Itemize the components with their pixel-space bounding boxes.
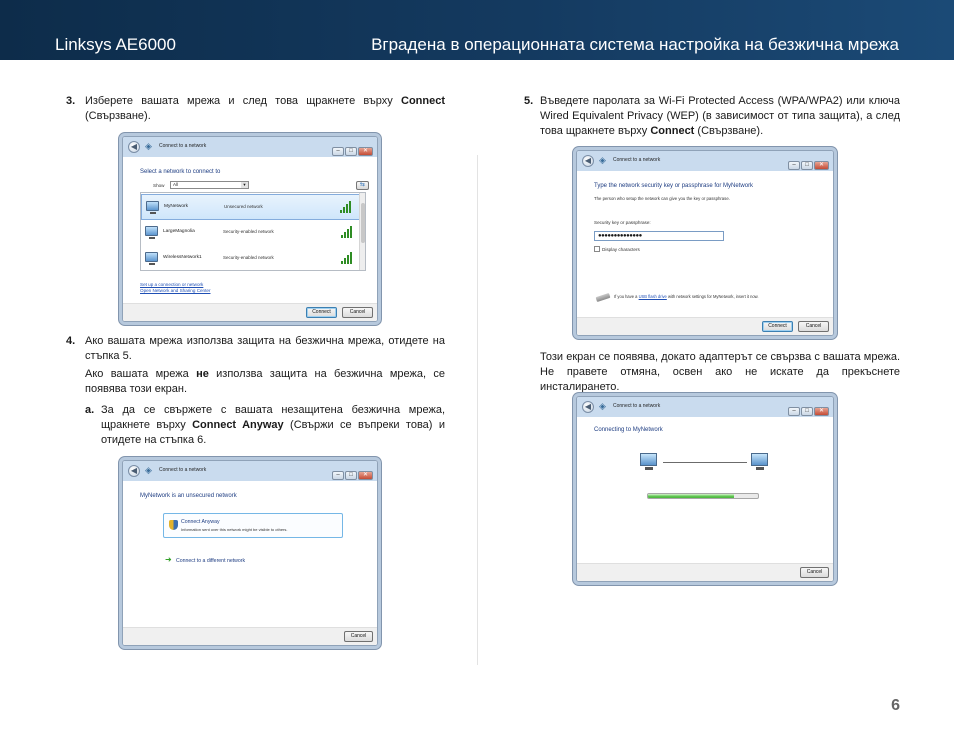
back-arrow-icon[interactable]: ◀ [582,401,594,413]
show-value: All [173,182,179,187]
show-label: Show [153,183,165,188]
key-description: The person who setup the network can give you the key or passphrase. [594,196,730,201]
network-row-mynetwork[interactable] [141,194,360,220]
step-4-p2-pre: Ако вашата мрежа [85,368,197,380]
computer-icon [145,226,158,236]
window-title: Connect to a network [613,157,661,163]
network-icon: ◈ [599,401,606,411]
step-5-text [540,94,900,139]
display-characters-checkbox[interactable] [594,246,600,252]
network-icon: ◈ [599,155,606,165]
step-5-number: 5. [524,95,534,107]
connecting-window [576,396,834,582]
step-3-text [85,94,445,124]
title-bar [577,397,833,417]
close-icon[interactable]: ✕ [358,471,373,480]
step-4-paragraph-2 [85,367,445,397]
network-security: Security-enabled network [223,229,274,234]
maximize-icon[interactable]: □ [345,471,357,480]
minimize-icon[interactable]: – [332,471,344,480]
dialog-heading: Type the network security key or passphrase for MyNetwork [594,183,754,189]
refresh-icon: ⇆ [359,182,366,188]
dialog-heading: Select a network to connect to [140,169,221,175]
network-icon: ◈ [145,465,152,475]
step-3-text-pre: Изберете вашата мрежа и след това щракнете върху [85,95,401,107]
connect-button[interactable]: Connect [762,321,793,332]
column-divider [477,155,478,665]
connect-anyway-option[interactable] [163,513,343,538]
select-network-window [122,136,378,322]
network-list [140,192,366,271]
network-security: Unsecured network [224,204,263,209]
step-4-number: 4. [66,335,76,347]
title-bar [577,151,833,171]
connect-button[interactable]: Connect [306,307,337,318]
close-icon[interactable]: ✕ [814,161,829,170]
step-3-text-post: (Свързване). [85,110,151,122]
cancel-button[interactable]: Cancel [800,567,829,578]
maximize-icon[interactable]: □ [801,407,813,416]
close-icon[interactable]: ✕ [814,407,829,416]
connecting-note: Този екран се появява, докато адаптерът се свързва с вашата мрежа. Не правете отмяна, освен ако не искате да прекъснете инсталирането. [540,351,900,393]
step-4a-text [101,403,445,448]
minimize-icon[interactable]: – [332,147,344,156]
signal-strength-icon [340,201,352,213]
usb-hint-pre: If you have a [614,294,639,299]
step-5-pre: Въведете паролата за Wi-Fi Protected Access (WPA/WPA2) или ключа Wired Equivalent Privacy (WEP) (в зависимост от типа защита), а след това щракнете върху [540,95,900,137]
minimize-icon[interactable]: – [788,407,800,416]
network-row-wirelessnetwork1[interactable] [141,246,360,271]
network-row-largemagnolia[interactable] [141,220,360,246]
usb-flash-drive-link[interactable]: USB flash drive [638,294,667,299]
computer-icon [146,201,159,211]
cancel-button[interactable]: Cancel [342,307,373,318]
page-number: 6 [891,697,900,714]
signal-strength-icon [341,252,353,264]
step-4a-pre: За да се свържете с вашата незащитена безжична мрежа, щракнете върху [101,404,445,431]
minimize-icon[interactable]: – [788,161,800,170]
window-controls [331,463,373,481]
security-key-window [576,150,834,336]
connect-anyway-description: Information sent over this network might be visible to others. [181,527,288,532]
cancel-button[interactable]: Cancel [798,321,829,332]
step-4a-post: (Свържи се въпреки това) и отидете на стъпка 6. [101,419,445,446]
connect-anyway-title: Connect Anyway [181,519,220,525]
progress-fill [648,494,734,498]
step-4-text: Ако вашата мрежа използва защита на безжична мрежа, отидете на стъпка 5. [85,335,445,362]
step-5-post: (Свързване). [694,125,764,137]
display-characters-label: Display characters [602,247,640,252]
window-body [123,157,377,321]
network-name: LargeMagnolia [163,229,195,234]
title-bar [123,461,377,481]
close-icon[interactable]: ✕ [358,147,373,156]
step-3-number: 3. [66,95,76,107]
maximize-icon[interactable]: □ [345,147,357,156]
dialog-heading: Connecting to MyNetwork [594,427,663,433]
unsecured-network-window [122,460,378,646]
step-3-connect-bold: Connect [401,95,445,107]
green-arrow-icon: ➜ [165,555,172,564]
product-name: Linksys AE6000 [55,35,176,54]
window-title: Connect to a network [613,403,661,409]
step-4a-number: a. [85,404,95,416]
window-body [577,417,833,581]
page-header [0,0,954,60]
window-body [123,481,377,645]
window-controls [787,399,829,417]
security-key-label: Security key or passphrase: [594,220,651,225]
dialog-footer [123,303,377,321]
usb-hint [614,294,759,299]
computer-icon [640,453,657,466]
setup-connection-link[interactable]: Set up a connection or network [140,282,204,287]
network-name: WirelessNetwork1 [163,255,202,260]
dialog-footer [123,627,377,645]
dialog-heading: MyNetwork is an unsecured network [140,493,237,499]
section-title: Вградена в операционната система настройка на безжична мрежа [371,35,899,54]
cancel-button[interactable]: Cancel [344,631,373,642]
connection-line [663,462,747,463]
window-title: Connect to a network [159,467,207,473]
network-computer-icon [751,453,768,466]
computer-icon [145,252,158,262]
security-shield-icon [169,520,178,530]
scrollbar[interactable] [359,193,365,270]
dialog-footer [577,317,833,335]
sharing-center-link[interactable]: Open Network and Sharing Center [140,288,211,293]
window-controls [787,153,829,171]
different-network-option[interactable]: Connect to a different network [176,558,246,564]
back-arrow-icon[interactable]: ◀ [582,155,594,167]
step-4a-connect-anyway-bold: Connect Anyway [192,419,284,431]
chevron-down-icon: ▼ [242,182,247,187]
window-controls [331,139,373,157]
network-security: Security-enabled network [223,255,274,260]
usb-hint-post: with network settings for MyNetwork, insert it now. [666,294,759,299]
network-name: MyNetwork [164,204,188,209]
step-5-connect-bold: Connect [650,125,695,137]
back-arrow-icon[interactable]: ◀ [128,141,140,153]
step-4-p2-post: използва защита на безжична мрежа, се появява този екран. [85,368,446,395]
window-title: Connect to a network [159,143,207,149]
usb-drive-icon [596,293,611,302]
dialog-footer [577,563,833,581]
step-4-not-bold: не [196,368,209,380]
signal-strength-icon [341,226,353,238]
security-key-input[interactable]: ●●●●●●●●●●●●●● [594,231,724,241]
network-icon: ◈ [145,141,152,151]
show-filter-select[interactable] [170,181,249,189]
title-bar [123,137,377,157]
connection-progress-bar [647,493,759,499]
back-arrow-icon[interactable]: ◀ [128,465,140,477]
refresh-button[interactable] [356,181,369,190]
maximize-icon[interactable]: □ [801,161,813,170]
window-body [577,171,833,335]
scrollbar-thumb[interactable] [361,203,365,243]
